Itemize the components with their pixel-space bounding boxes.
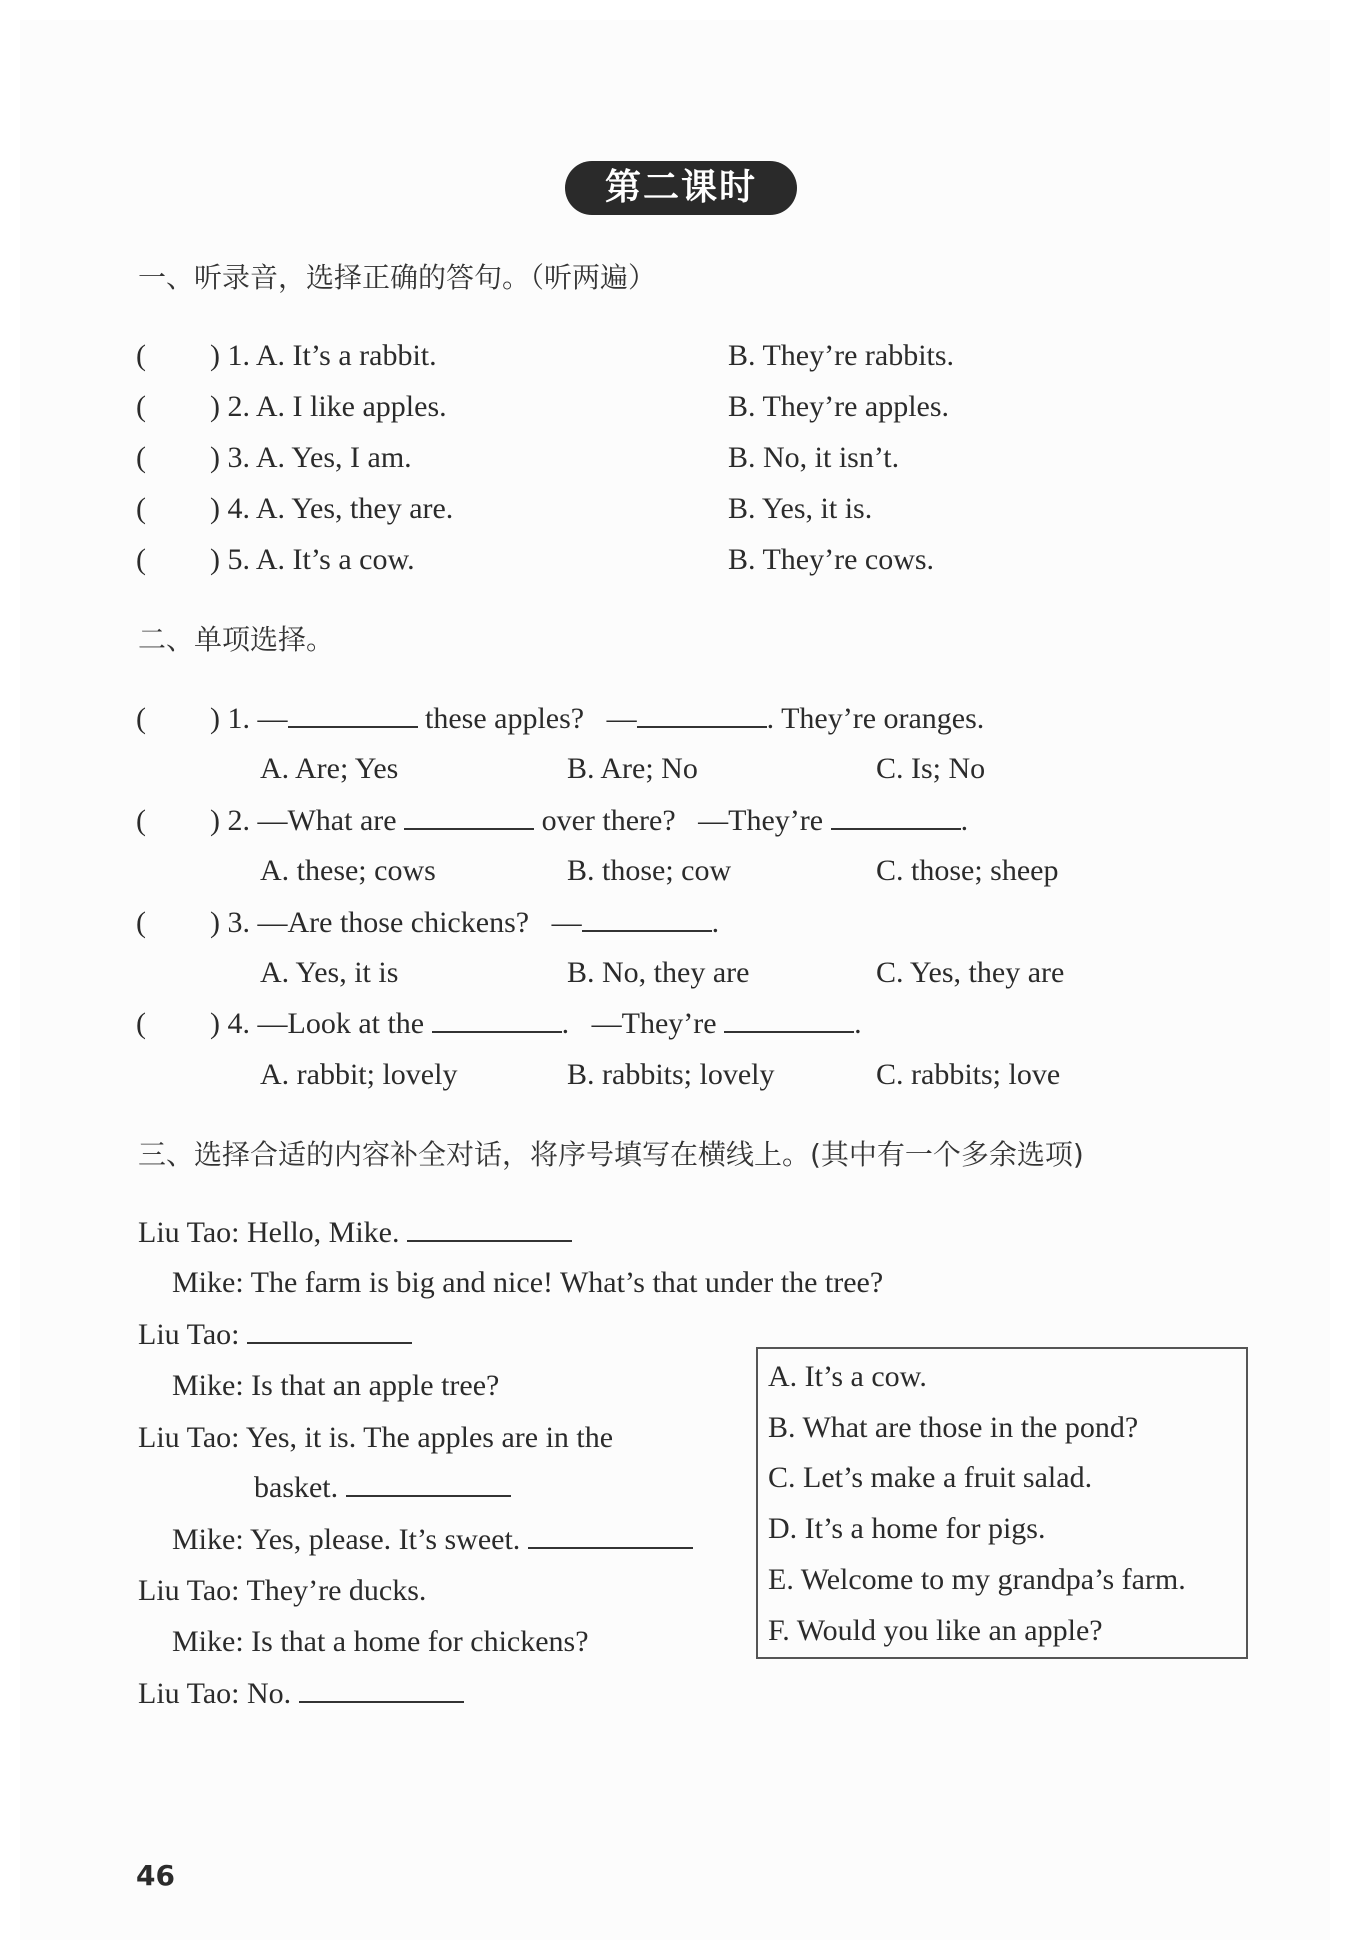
options-box	[756, 1347, 1248, 1659]
dialogue-line-9: Mike: Is that a home for chickens?	[172, 1625, 589, 1658]
dialogue-text: Liu Tao:	[138, 1318, 240, 1351]
dialogue-text: basket.	[254, 1471, 339, 1504]
answer-bracket[interactable]: (	[136, 1007, 146, 1040]
s2-q1-part4: . They’re oranges.	[766, 702, 985, 735]
s2-q4-option-b: B. rabbits; lovely	[567, 1058, 775, 1091]
s2-q3-part2: —	[551, 906, 582, 939]
answer-bracket[interactable]: (	[136, 702, 146, 735]
option-d: D. It’s a home for pigs.	[768, 1512, 1046, 1545]
s1-item-4-a: ) 4. A. Yes, they are.	[210, 492, 454, 525]
dialogue-text: Mike: Yes, please. It’s sweet.	[172, 1523, 521, 1556]
s2-q1-part1: ) 1. —	[210, 702, 288, 735]
s2-q1-option-c: C. Is; No	[876, 752, 986, 785]
s2-q3-part3: .	[711, 906, 720, 939]
dialogue-line-8: Liu Tao: They’re ducks.	[138, 1574, 427, 1607]
answer-blank[interactable]	[637, 700, 767, 728]
dialogue-line-10	[138, 1674, 464, 1714]
s1-item-3-b: B. No, it isn’t.	[728, 441, 900, 474]
s1-item-1-a: ) 1. A. It’s a rabbit.	[210, 339, 437, 372]
s1-item-1-b: B. They’re rabbits.	[728, 339, 955, 372]
section1-heading: 一、听录音，选择正确的答句。（听两遍）	[138, 261, 657, 294]
answer-blank[interactable]	[247, 1316, 412, 1344]
answer-blank[interactable]	[432, 1005, 562, 1033]
s2-q2-part2: over there?	[541, 804, 676, 837]
answer-bracket[interactable]: (	[136, 390, 146, 423]
dialogue-text: Liu Tao: No.	[138, 1677, 292, 1710]
page-number: 46	[136, 1859, 175, 1892]
answer-blank[interactable]	[299, 1675, 464, 1703]
option-e: E. Welcome to my grandpa’s farm.	[768, 1563, 1186, 1596]
s2-q2-option-a: A. these; cows	[260, 854, 436, 887]
s1-item-5-a: ) 5. A. It’s a cow.	[210, 543, 415, 576]
answer-blank[interactable]	[831, 802, 961, 830]
s2-q1-part3: —	[606, 702, 637, 735]
s2-q1-part2: these apples?	[425, 702, 585, 735]
option-a: A. It’s a cow.	[768, 1360, 927, 1393]
answer-blank[interactable]	[404, 802, 534, 830]
s1-item-2-b: B. They’re apples.	[728, 390, 950, 423]
s2-q3-option-b: B. No, they are	[567, 956, 750, 989]
dialogue-line-3	[138, 1315, 412, 1355]
s2-q4-stem	[210, 1004, 862, 1044]
section2-heading: 二、单项选择。	[138, 623, 335, 656]
dialogue-text: Liu Tao: Hello, Mike.	[138, 1216, 400, 1249]
dialogue-line-5: Liu Tao: Yes, it is. The apples are in the	[138, 1421, 614, 1454]
s2-q1-stem	[210, 699, 984, 739]
dialogue-line-4: Mike: Is that an apple tree?	[172, 1369, 500, 1402]
s2-q2-option-b: B. those; cow	[567, 854, 732, 887]
answer-bracket[interactable]: (	[136, 441, 146, 474]
s2-q2-part3: —They’re	[698, 804, 824, 837]
answer-blank[interactable]	[407, 1214, 572, 1242]
s2-q1-option-a: A. Are; Yes	[260, 752, 399, 785]
s2-q4-part3: —They’re	[591, 1007, 717, 1040]
s1-item-4-b: B. Yes, it is.	[728, 492, 873, 525]
answer-bracket[interactable]: (	[136, 804, 146, 837]
answer-blank[interactable]	[288, 700, 418, 728]
answer-bracket[interactable]: (	[136, 906, 146, 939]
s2-q3-part1: ) 3. —Are those chickens?	[210, 906, 530, 939]
section3-heading: 三、选择合适的内容补全对话，将序号填写在横线上。(其中有一个多余选项)	[138, 1138, 1084, 1171]
s2-q4-part4: .	[854, 1007, 862, 1040]
answer-bracket[interactable]: (	[136, 339, 146, 372]
s2-q4-option-a: A. rabbit; lovely	[260, 1058, 458, 1091]
dialogue-line-7	[172, 1520, 693, 1560]
s2-q4-option-c: C. rabbits; love	[876, 1058, 1061, 1091]
option-f: F. Would you like an apple?	[768, 1614, 1103, 1647]
dialogue-line-1	[138, 1213, 572, 1253]
s2-q2-option-c: C. those; sheep	[876, 854, 1059, 887]
option-b: B. What are those in the pond?	[768, 1411, 1139, 1444]
answer-blank[interactable]	[582, 904, 712, 932]
s1-item-5-b: B. They’re cows.	[728, 543, 935, 576]
dialogue-line-6	[254, 1468, 511, 1508]
s2-q2-part4: .	[960, 804, 969, 837]
s2-q3-option-a: A. Yes, it is	[260, 956, 399, 989]
answer-blank[interactable]	[724, 1005, 854, 1033]
s2-q4-part2: .	[561, 1007, 570, 1040]
answer-bracket[interactable]: (	[136, 492, 146, 525]
s2-q3-stem	[210, 903, 719, 943]
option-c: C. Let’s make a fruit salad.	[768, 1461, 1093, 1494]
s2-q2-part1: ) 2. —What are	[210, 804, 397, 837]
lesson-title: 第二课时	[565, 161, 797, 215]
s1-item-2-a: ) 2. A. I like apples.	[210, 390, 447, 423]
s2-q3-option-c: C. Yes, they are	[876, 956, 1065, 989]
s2-q2-stem	[210, 801, 968, 841]
answer-blank[interactable]	[346, 1469, 511, 1497]
answer-bracket[interactable]: (	[136, 543, 146, 576]
s1-item-3-a: ) 3. A. Yes, I am.	[210, 441, 412, 474]
s2-q4-part1: ) 4. —Look at the	[210, 1007, 425, 1040]
s2-q1-option-b: B. Are; No	[567, 752, 698, 785]
answer-blank[interactable]	[528, 1521, 693, 1549]
dialogue-line-2: Mike: The farm is big and nice! What’s that under the tree?	[172, 1266, 884, 1299]
